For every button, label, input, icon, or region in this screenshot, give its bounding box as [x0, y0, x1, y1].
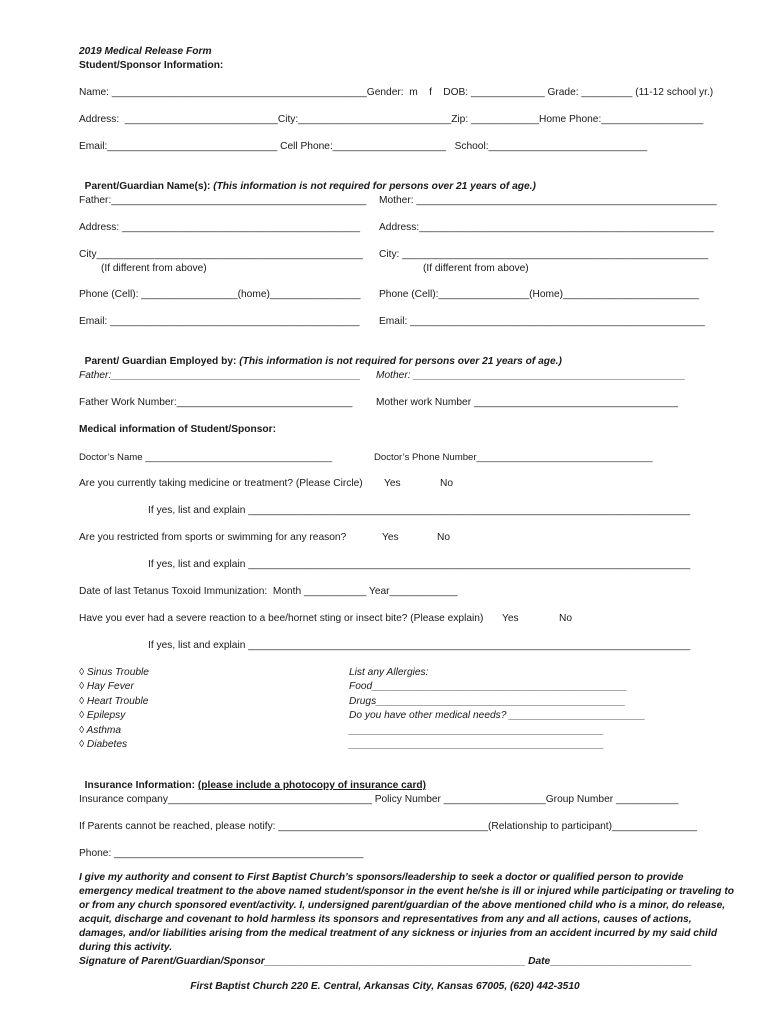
sports-no-option[interactable]: No: [437, 532, 451, 543]
condition-item-heart[interactable]: ◊ Heart Trouble: [79, 695, 149, 707]
allergies-heading: List any Allergies:: [349, 667, 429, 678]
condition-item-hay-fever[interactable]: ◊ Hay Fever: [79, 681, 134, 693]
sting-yes-option[interactable]: Yes: [502, 613, 519, 624]
conditions-list: [79, 666, 149, 752]
form-title: 2019 Medical Release Form: [79, 46, 212, 57]
signature-line[interactable]: Signature of Parent/Guardian/Sponsor______________________________________________ Date_________________________: [79, 956, 692, 967]
sports-explain-line[interactable]: If yes, list and explain ______________________________________________________________________________: [148, 559, 691, 570]
employed-heading-text: Parent/ Guardian Employed by: [84, 356, 233, 367]
mother-city-note: (If different from above): [423, 263, 529, 274]
sting-explain-line[interactable]: If yes, list and explain ______________________________________________________________________________: [148, 640, 691, 651]
mother-city-line[interactable]: City: ______________________________________________________: [379, 249, 709, 260]
doctor-name-line[interactable]: Doctor’s Name ___________________________________: [79, 452, 333, 463]
student-section-heading: Student/Sponsor Information:: [79, 60, 224, 71]
mother-address-line[interactable]: Address:____________________________________________________: [379, 222, 714, 233]
employed-section-heading: [79, 342, 562, 368]
allergies-list: [349, 666, 645, 752]
sports-question: Are you restricted from sports or swimming for any reason?: [79, 532, 347, 543]
condition-item-epilepsy[interactable]: ◊ Epilepsy: [79, 710, 126, 722]
condition-item-diabetes[interactable]: ◊ Diabetes: [79, 739, 128, 751]
tetanus-line[interactable]: Date of last Tetanus Toxoid Immunization: Month ___________ Year____________: [79, 586, 458, 597]
insurance-company-line[interactable]: Insurance company____________________________________ Policy Number __________________Group Number ___________: [79, 794, 679, 805]
other-needs-line-2[interactable]: _____________________________________________: [349, 724, 604, 736]
mother-name-line[interactable]: Mother: _____________________________________________________: [379, 195, 717, 206]
father-city-line[interactable]: City_______________________________________________: [79, 249, 363, 260]
student-email-line[interactable]: Email:______________________________ Cell Phone:____________________ School:____________________________: [79, 141, 648, 152]
father-work-number-line[interactable]: Father Work Number:_______________________________: [79, 397, 353, 408]
condition-item-asthma[interactable]: ◊ Asthma: [79, 724, 122, 736]
father-address-line[interactable]: Address: __________________________________________: [79, 222, 360, 233]
employed-heading-note: (This information is not required for persons over 21 years of age.): [239, 356, 562, 367]
father-name-line[interactable]: Father:_____________________________________________: [79, 195, 367, 206]
father-email-line[interactable]: Email: ____________________________________________: [79, 316, 360, 327]
doctor-phone-line[interactable]: Doctor’s Phone Number_________________________________: [374, 452, 653, 463]
emergency-notify-line[interactable]: If Parents cannot be reached, please notify: _____________________________________(Relationship to participant)_______________: [79, 821, 697, 832]
mother-employer-line[interactable]: Mother: ________________________________________________: [376, 370, 686, 381]
medicine-explain-line[interactable]: If yes, list and explain ______________________________________________________________________________: [148, 505, 691, 516]
mother-work-number-line[interactable]: Mother work Number ____________________________________: [376, 397, 678, 408]
student-name-line[interactable]: Name: _____________________________________________Gender: m f DOB: _____________ Grade: _________ (11-12 school yr.): [79, 87, 714, 98]
allergy-food-line[interactable]: Food_____________________________________________: [349, 681, 628, 693]
insurance-heading-text: Insurance Information:: [84, 780, 198, 791]
sting-question: Have you ever had a severe reaction to a bee/hornet sting or insect bite? (Please explain): [79, 613, 484, 624]
insurance-heading-note: (please include a photocopy of insurance card): [197, 780, 427, 791]
medicine-no-option[interactable]: No: [440, 478, 454, 489]
other-needs-line-3[interactable]: _____________________________________________: [349, 739, 604, 751]
consent-paragraph: I give my authority and consent to First Baptist Church’s sponsors/leadership to seek a doctor or qualified person to provide emergency medical treatment to the above named student/sponsor in the event he/she is ill or injured while participating or traveling to or from any church sponsored event/activity. I, undersigned parent/guardian of the above mentioned child who is a minor, do release, acquit, discharge and covenant to hold harmless its sponsors and representatives from any and all actions, causes of actions, damages, and/or liabilities arising from the medical treatment of any sickness or injuries from an accident incurred by my said child during this activity.: [79, 872, 734, 953]
condition-item-sinus[interactable]: ◊ Sinus Trouble: [79, 667, 149, 678]
father-phone-line[interactable]: Phone (Cell): _________________(home)________________: [79, 289, 361, 300]
allergy-drugs-line[interactable]: Drugs____________________________________________: [349, 695, 626, 707]
father-employer-line[interactable]: Father:____________________________________________: [79, 370, 361, 381]
parent-heading-note: (This information is not required for persons over 21 years of age.): [213, 181, 536, 192]
mother-email-line[interactable]: Email: ____________________________________________________: [379, 316, 705, 327]
parent-section-heading: [79, 167, 536, 193]
student-address-line[interactable]: Address: ___________________________City:___________________________Zip: ____________Home Phone:__________________: [79, 114, 704, 125]
other-needs-line[interactable]: Do you have other medical needs? ________________________: [349, 710, 646, 722]
medical-section-heading: Medical information of Student/Sponsor:: [79, 424, 276, 435]
parent-heading-text: Parent/Guardian Name(s):: [84, 181, 214, 192]
medicine-question: Are you currently taking medicine or treatment? (Please Circle): [79, 478, 363, 489]
medicine-yes-option[interactable]: Yes: [384, 478, 401, 489]
sports-yes-option[interactable]: Yes: [382, 532, 399, 543]
sting-no-option[interactable]: No: [559, 613, 573, 624]
insurance-section-heading: [79, 766, 426, 792]
father-city-note: (If different from above): [101, 263, 207, 274]
emergency-phone-line[interactable]: Phone: ____________________________________________: [79, 848, 364, 859]
employed-heading-colon: :: [233, 356, 240, 367]
footer-address: First Baptist Church 220 E. Central, Arkansas City, Kansas 67005, (620) 442-3510: [190, 981, 580, 992]
mother-phone-line[interactable]: Phone (Cell):________________(Home)________________________: [379, 289, 700, 300]
